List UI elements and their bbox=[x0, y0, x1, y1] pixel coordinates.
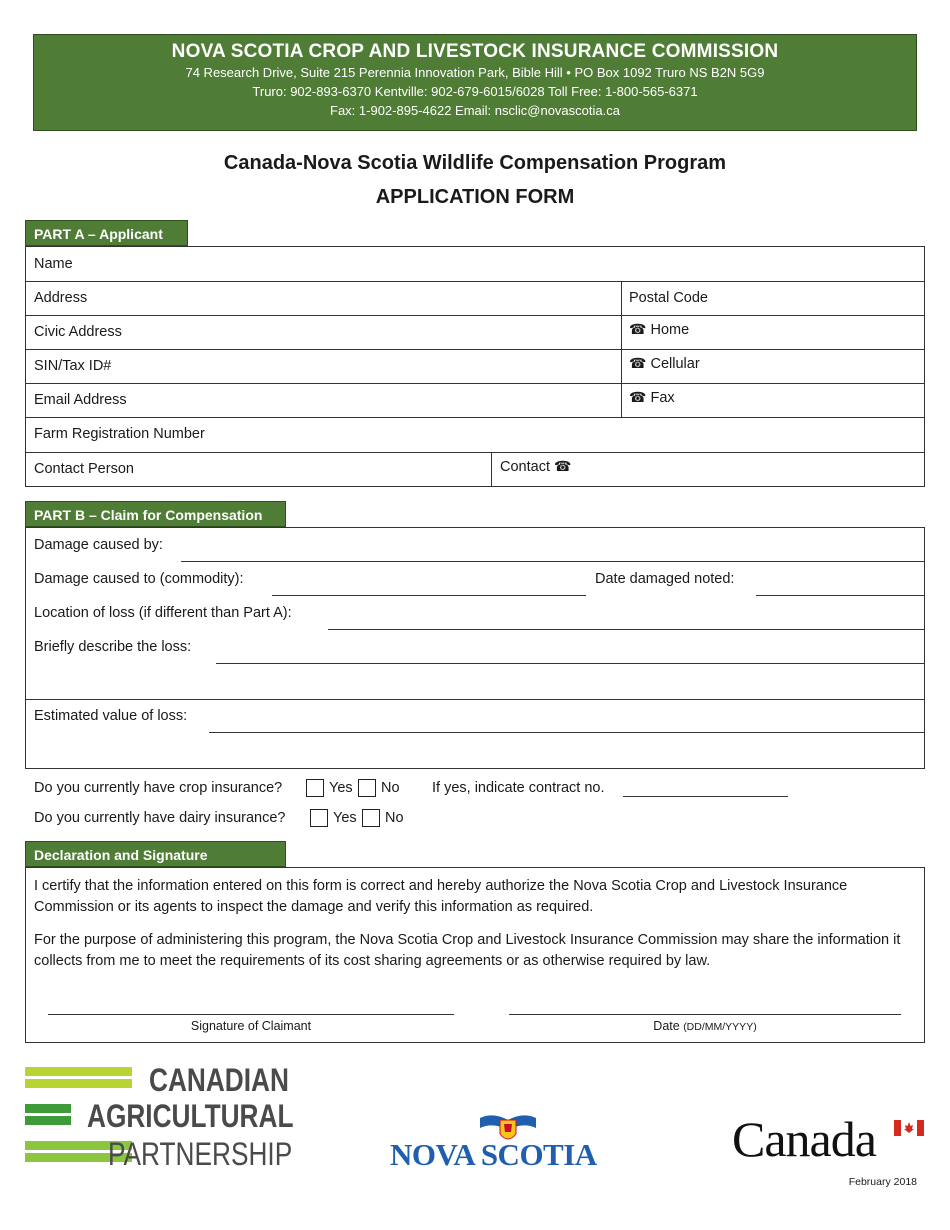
phone-icon: ☎ bbox=[554, 458, 572, 474]
crop-insurance-question: Do you currently have crop insurance? bbox=[34, 780, 283, 796]
org-address: 74 Research Drive, Suite 215 Perennia Innovation Park, Bible Hill • PO Box 1092 Truro NS B2N 5G9 bbox=[185, 65, 765, 80]
nova-scotia-logo bbox=[390, 1108, 610, 1170]
cap-logo bbox=[25, 1062, 305, 1172]
damage-caused-by-field[interactable] bbox=[181, 561, 924, 562]
declaration-para-1: I certify that the information entered on this form is correct and hereby authorize the Nova Scotia Crop and Livestock Insurance Commission or its agents to inspect the damage and verify this information as required. bbox=[34, 878, 848, 915]
declaration-para-2: For the purpose of administering this program, the Nova Scotia Crop and Livestock Insurance Commission may share the information it collects from me to meet the requirements of its cost sharing agreements or as otherwise required by law. bbox=[34, 932, 901, 969]
signature-line[interactable] bbox=[48, 1014, 454, 1015]
date-line[interactable] bbox=[509, 1014, 901, 1015]
declaration-box bbox=[25, 867, 925, 1043]
part-a-tab: PART A – Applicant bbox=[25, 220, 188, 246]
part-b-box bbox=[25, 527, 925, 769]
org-name: NOVA SCOTIA CROP AND LIVESTOCK INSURANCE COMMISSION bbox=[171, 41, 779, 62]
damage-caused-by-label: Damage caused by: bbox=[34, 537, 163, 553]
nova-scotia-wordmark: NOVA SCOTIA bbox=[390, 1137, 597, 1172]
civic-address-label: Civic Address bbox=[34, 324, 122, 340]
cap-word-3: PARTNERSHIP bbox=[108, 1136, 293, 1172]
declaration-tab: Declaration and Signature bbox=[25, 841, 286, 867]
damage-caused-to-label: Damage caused to (commodity): bbox=[34, 571, 244, 587]
part-a-box bbox=[25, 246, 925, 487]
org-contact: Fax: 1-902-895-4622 Email: nsclic@novascotia.ca bbox=[330, 103, 620, 118]
home-phone-label: ☎ Home bbox=[629, 321, 690, 338]
crop-yes-label: Yes bbox=[329, 780, 353, 796]
address-label: Address bbox=[34, 290, 88, 306]
date-noted-field[interactable] bbox=[756, 595, 924, 596]
dairy-insurance-question: Do you currently have dairy insurance? bbox=[34, 810, 286, 826]
describe-label: Briefly describe the loss: bbox=[34, 639, 192, 655]
commodity-field[interactable] bbox=[272, 595, 586, 596]
cap-word-1: CANADIAN bbox=[149, 1062, 289, 1098]
dairy-no-checkbox[interactable] bbox=[362, 809, 380, 827]
location-label: Location of loss (if different than Part A): bbox=[34, 605, 292, 621]
form-title: APPLICATION FORM bbox=[375, 186, 575, 208]
crop-no-label: No bbox=[381, 780, 400, 796]
contact-phone-label: Contact ☎ bbox=[500, 458, 572, 475]
phone-icon: ☎ bbox=[629, 389, 647, 405]
contract-label: If yes, indicate contract no. bbox=[432, 780, 605, 796]
describe-field-line-2[interactable] bbox=[26, 699, 924, 700]
phone-icon: ☎ bbox=[629, 321, 647, 337]
program-title: Canada-Nova Scotia Wildlife Compensation Program bbox=[223, 152, 727, 174]
email-label: Email Address bbox=[34, 392, 127, 408]
farm-registration-label: Farm Registration Number bbox=[34, 426, 205, 442]
signature-label: Signature of Claimant bbox=[190, 1019, 312, 1033]
contact-person-label: Contact Person bbox=[34, 461, 134, 477]
postal-code-label: Postal Code bbox=[629, 290, 708, 306]
date-label: Date (DD/MM/YYYY) bbox=[653, 1019, 757, 1033]
date-noted-label: Date damaged noted: bbox=[595, 571, 735, 587]
cap-word-2: AGRICULTURAL bbox=[87, 1098, 294, 1134]
crop-no-checkbox[interactable] bbox=[358, 779, 376, 797]
phone-icon: ☎ bbox=[629, 355, 647, 371]
name-label: Name bbox=[34, 256, 73, 272]
estimated-value-field[interactable] bbox=[209, 732, 924, 733]
estimated-value-label: Estimated value of loss: bbox=[34, 708, 188, 724]
canada-flag-icon bbox=[894, 1120, 924, 1136]
org-phones: Truro: 902-893-6370 Kentville: 902-679-6015/6028 Toll Free: 1-800-565-6371 bbox=[252, 84, 698, 99]
describe-field[interactable] bbox=[216, 663, 924, 664]
commission-header bbox=[33, 34, 917, 131]
part-b-tab: PART B – Claim for Compensation bbox=[25, 501, 286, 527]
canada-wordmark: Canada bbox=[732, 1110, 927, 1170]
cellular-label: ☎ Cellular bbox=[629, 355, 700, 372]
sin-label: SIN/Tax ID# bbox=[34, 358, 112, 374]
fax-label: ☎ Fax bbox=[629, 389, 675, 406]
footer-date: February 2018 bbox=[848, 1176, 917, 1188]
dairy-no-label: No bbox=[385, 810, 404, 826]
contract-number-field[interactable] bbox=[623, 796, 788, 797]
dairy-yes-checkbox[interactable] bbox=[310, 809, 328, 827]
crop-yes-checkbox[interactable] bbox=[306, 779, 324, 797]
dairy-yes-label: Yes bbox=[333, 810, 357, 826]
location-field[interactable] bbox=[328, 629, 924, 630]
